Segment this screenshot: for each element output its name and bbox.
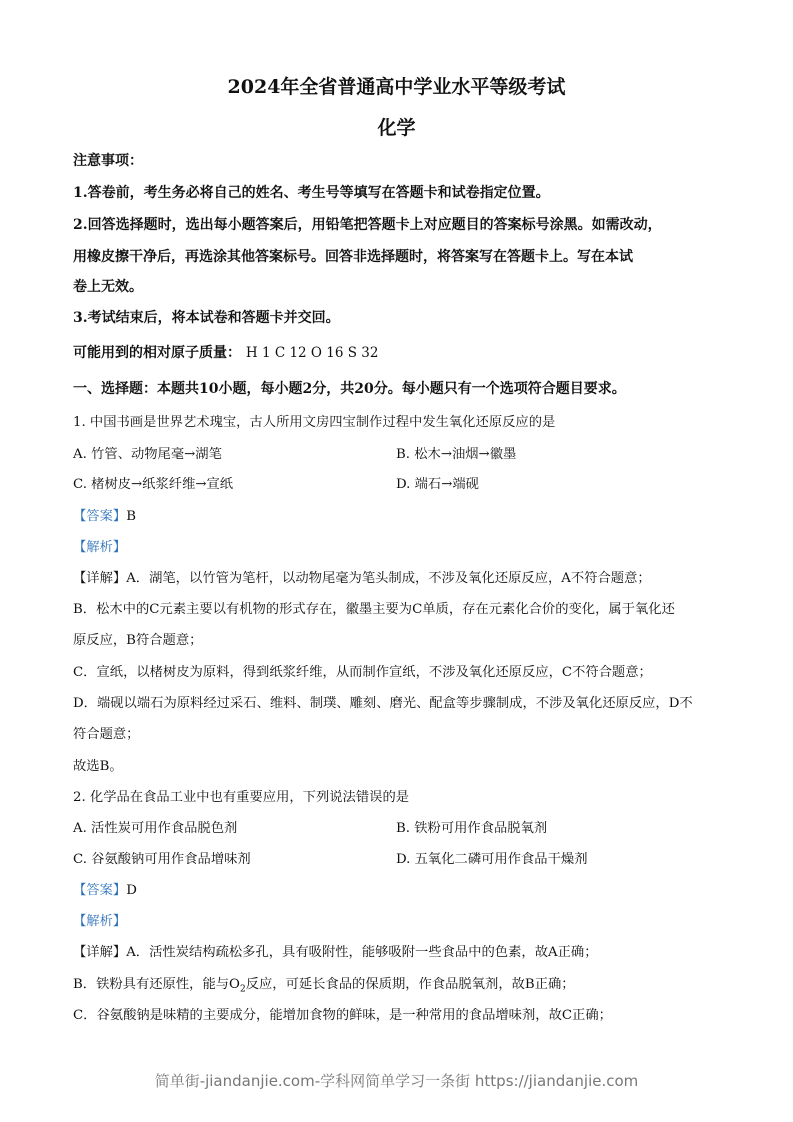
notes-item-1: 1.答卷前，考生务必将自己的姓名、考生号等填写在答题卡和试卷指定位置。 xyxy=(73,185,550,201)
q1-conclusion: 故选B。 xyxy=(73,759,123,774)
q1-option-a: A. 竹管、动物尾毫→湖笔 xyxy=(73,447,222,462)
q1-detail-line-3: 原反应，B符合题意； xyxy=(73,633,203,648)
q2-answer-tag: 【答案】 xyxy=(73,883,127,898)
q1-answer-value: B xyxy=(126,509,136,524)
q2-detail-line-2 xyxy=(73,973,575,995)
q1-answer xyxy=(73,505,136,524)
section-1-heading: 一、选择题：本题共10小题，每小题2分，共20分。每小题只有一个选项符合题目要求。 xyxy=(73,381,626,397)
q2-option-b: B. 铁粉可用作食品脱氧剂 xyxy=(396,821,548,836)
q1-detail-text-1: A．湖笔，以竹管为笔杆，以动物尾毫为笔头制成，不涉及氧化还原反应，A不符合题意； xyxy=(126,571,651,586)
q2-detail-text-1: A．活性炭结构疏松多孔，具有吸附性，能够吸附一些食品中的色素，故A正确； xyxy=(126,945,598,960)
q2-analysis-tag: 【解析】 xyxy=(73,914,127,929)
q1-detail-tag: 【详解】 xyxy=(73,571,127,586)
notes-heading: 注意事项： xyxy=(73,153,143,169)
q1-detail-line-2: B．松木中的C元素主要以有机物的形式存在，徽墨主要为C单质，存在元素化合价的变化，属于氧化还 xyxy=(73,602,675,617)
q1-detail-line-5: D．端砚以端石为原料经过采石、维料、制璞、雕刻、磨光、配盒等步骤制成，不涉及氧化还原反应，D不 xyxy=(73,696,693,711)
q2-answer-value: D xyxy=(126,883,137,898)
q2-detail-subscript: 2 xyxy=(239,984,246,995)
q2-option-d: D. 五氧化二磷可用作食品干燥剂 xyxy=(396,852,588,867)
q1-option-d: D. 端石→端砚 xyxy=(396,477,479,492)
q2-option-c: C. 谷氨酸钠可用作食品增味剂 xyxy=(73,852,251,867)
q2-answer xyxy=(73,879,137,898)
notes-item-3: 3.考试结束后，将本试卷和答题卡并交回。 xyxy=(73,310,340,326)
q1-analysis-tag: 【解析】 xyxy=(73,540,127,555)
exam-title: 2024年全省普通高中学业水平等级考试 xyxy=(227,76,566,98)
q1-detail-line-4: C．宣纸，以楮树皮为原料，得到纸浆纤维，从而制作宣纸，不涉及氧化还原反应，C不符合题意； xyxy=(73,665,652,680)
q2-stem: 2. 化学品在食品工业中也有重要应用，下列说法错误的是 xyxy=(73,790,410,805)
notes-item-2-line-1: 2.回答选择题时，选出每小题答案后，用铅笔把答题卡上对应题目的答案标号涂黑。如需改动， xyxy=(73,217,662,233)
q1-answer-tag: 【答案】 xyxy=(73,509,127,524)
page-footer: 简单街-jiandanjie.com-学科网简单学习一条街 https://jiandanjie.com xyxy=(154,1072,639,1090)
atomic-mass-values: H 1 C 12 O 16 S 32 xyxy=(245,345,379,361)
subject-title: 化学 xyxy=(377,117,416,139)
q2-detail-text-2-pre: B．铁粉具有还原性，能与O xyxy=(73,977,240,992)
q1-detail-line-1 xyxy=(73,567,651,586)
q1-stem: 1. 中国书画是世界艺术瑰宝，古人所用文房四宝制作过程中发生氧化还原反应的是 xyxy=(73,415,556,430)
atomic-mass-label: 可能用到的相对原子质量： xyxy=(73,345,241,361)
q1-detail-line-6: 符合题意； xyxy=(73,727,140,742)
q2-detail-tag: 【详解】 xyxy=(73,945,127,960)
notes-item-2-line-2: 用橡皮擦干净后，再选涂其他答案标号。回答非选择题时，将答案写在答题卡上。写在本试 xyxy=(73,249,633,265)
q2-option-a: A. 活性炭可用作食品脱色剂 xyxy=(73,821,238,836)
q2-detail-line-1 xyxy=(73,941,598,960)
atomic-mass-line xyxy=(73,342,378,362)
q1-option-c: C. 楮树皮→纸浆纤维→宣纸 xyxy=(73,477,234,492)
q2-detail-text-2-post: 反应，可延长食品的保质期，作食品脱氧剂，故B正确； xyxy=(245,977,575,992)
notes-item-2-line-3: 卷上无效。 xyxy=(73,279,143,295)
q1-option-b: B. 松木→油烟→徽墨 xyxy=(396,447,517,462)
q2-detail-line-3: C．谷氨酸钠是味精的主要成分，能增加食物的鲜味，是一种常用的食品增味剂，故C正确； xyxy=(73,1008,612,1023)
